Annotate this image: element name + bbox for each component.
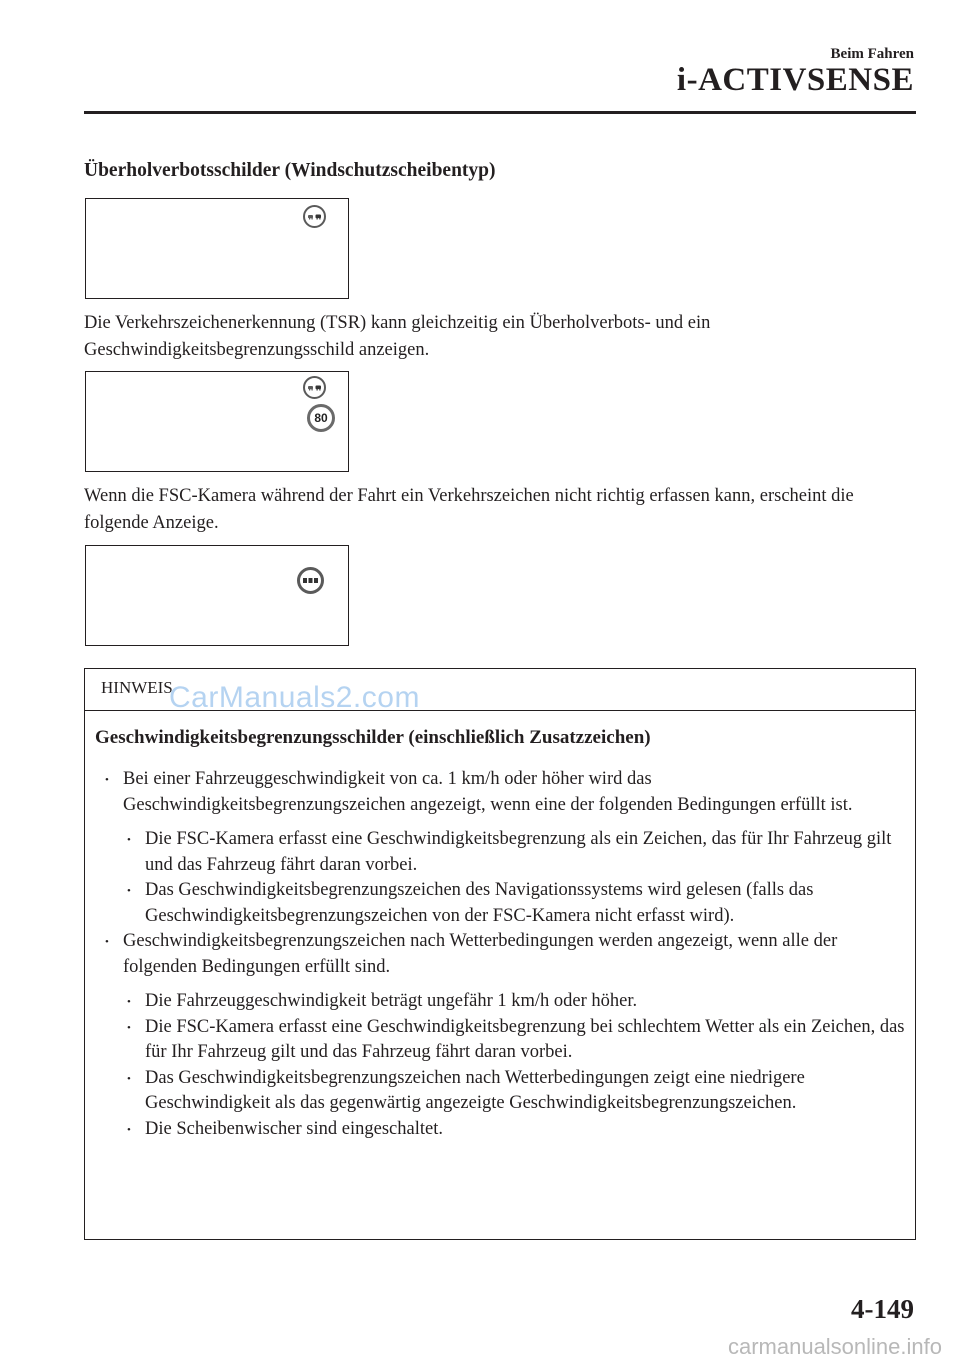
speed-limit-value: 80 [314, 411, 328, 425]
note-bullet-list [85, 767, 905, 1142]
paragraph-fsc: Wenn die FSC-Kamera während der Fahrt ein Verkehrszeichen nicht richtig erfassen kann, erscheint die folgende Anzeige. [84, 486, 854, 533]
paragraph-tsr: Die Verkehrszeichenerkennung (TSR) kann gleichzeitig ein Überholverbots- und ein Geschwindigkeitsbegrenzungsschild anzeigen. [84, 313, 711, 360]
watermark-logo: CarManuals2.com [169, 681, 420, 714]
chapter-title: i-ACTIVSENSE [676, 62, 914, 98]
display-figure-unrecognized [85, 545, 349, 646]
list-item [85, 1066, 905, 1117]
bullet-icon: • [127, 1123, 131, 1136]
section-label: Beim Fahren [830, 46, 914, 62]
note-header [85, 669, 915, 714]
note-title: HINWEIS [101, 678, 173, 697]
no-overtaking-sign-icon [303, 376, 326, 399]
list-item [85, 929, 905, 980]
bullet-text: Die FSC-Kamera erfasst eine Geschwindigkeitsbegrenzung als ein Zeichen, das für Ihr Fahrzeug gilt und das Fahrzeug fährt daran vorbei. [145, 829, 892, 875]
display-figure-no-overtaking [85, 198, 349, 299]
bullet-text: Das Geschwindigkeitsbegrenzungszeichen des Navigationssystems wird gelesen (falls das Geschwindigkeitsbegrenzungszeichen von der FSC-Kamera nicht erfasst wird). [145, 880, 814, 926]
bullet-icon: • [127, 1072, 131, 1085]
list-item [85, 1117, 905, 1143]
bullet-icon: • [127, 834, 131, 846]
bullet-icon: • [127, 885, 131, 897]
page-number: 4-149 [851, 1294, 914, 1324]
note-subheading: Geschwindigkeitsbegrenzungsschilder (einschließlich Zusatzzeichen) [95, 727, 651, 748]
list-item [85, 767, 905, 818]
list-item [85, 878, 905, 929]
bullet-icon: • [105, 936, 109, 948]
section-heading: Überholverbotsschilder (Windschutzscheibentyp) [84, 160, 496, 181]
bullet-text: Die FSC-Kamera erfasst eine Geschwindigkeitsbegrenzung bei schlechtem Wetter als ein Zeichen, das für Ihr Fahrzeug gilt und das Fahrzeug fährt daran vorbei. [145, 1016, 905, 1062]
no-overtaking-sign-icon [303, 205, 326, 228]
unrecognized-sign-icon [297, 567, 324, 594]
bullet-text: Die Fahrzeuggeschwindigkeit beträgt ungefähr 1 km/h oder höher. [145, 991, 638, 1011]
bullet-icon: • [127, 996, 131, 1008]
bullet-text: Bei einer Fahrzeuggeschwindigkeit von ca. 1 km/h oder höher wird das Geschwindigkeitsbegrenzungszeichen angezeigt, wenn eine der folgenden Bedingungen erfüllt ist. [123, 769, 853, 815]
footer-watermark: carmanualsonline.info [727, 1334, 942, 1359]
bullet-text: Das Geschwindigkeitsbegrenzungszeichen nach Wetterbedingungen zeigt eine niedrigere Geschwindigkeit als das gegenwärtig angezeigte Geschwindigkeitsbegrenzungszeichen. [145, 1067, 805, 1113]
bullet-icon: • [105, 774, 109, 786]
list-item [85, 1015, 905, 1066]
bullet-icon: • [127, 1021, 131, 1034]
display-figure-combined [85, 371, 349, 472]
bullet-text: Die Scheibenwischer sind eingeschaltet. [145, 1118, 443, 1139]
list-item [85, 827, 905, 878]
bullet-text: Geschwindigkeitsbegrenzungszeichen nach Wetterbedingungen werden angezeigt, wenn alle der folgenden Bedingungen erfüllt sind. [123, 931, 838, 977]
speed-limit-sign-icon [307, 404, 335, 432]
list-item [85, 989, 905, 1015]
note-box [84, 668, 916, 1240]
header-rule [84, 111, 916, 114]
